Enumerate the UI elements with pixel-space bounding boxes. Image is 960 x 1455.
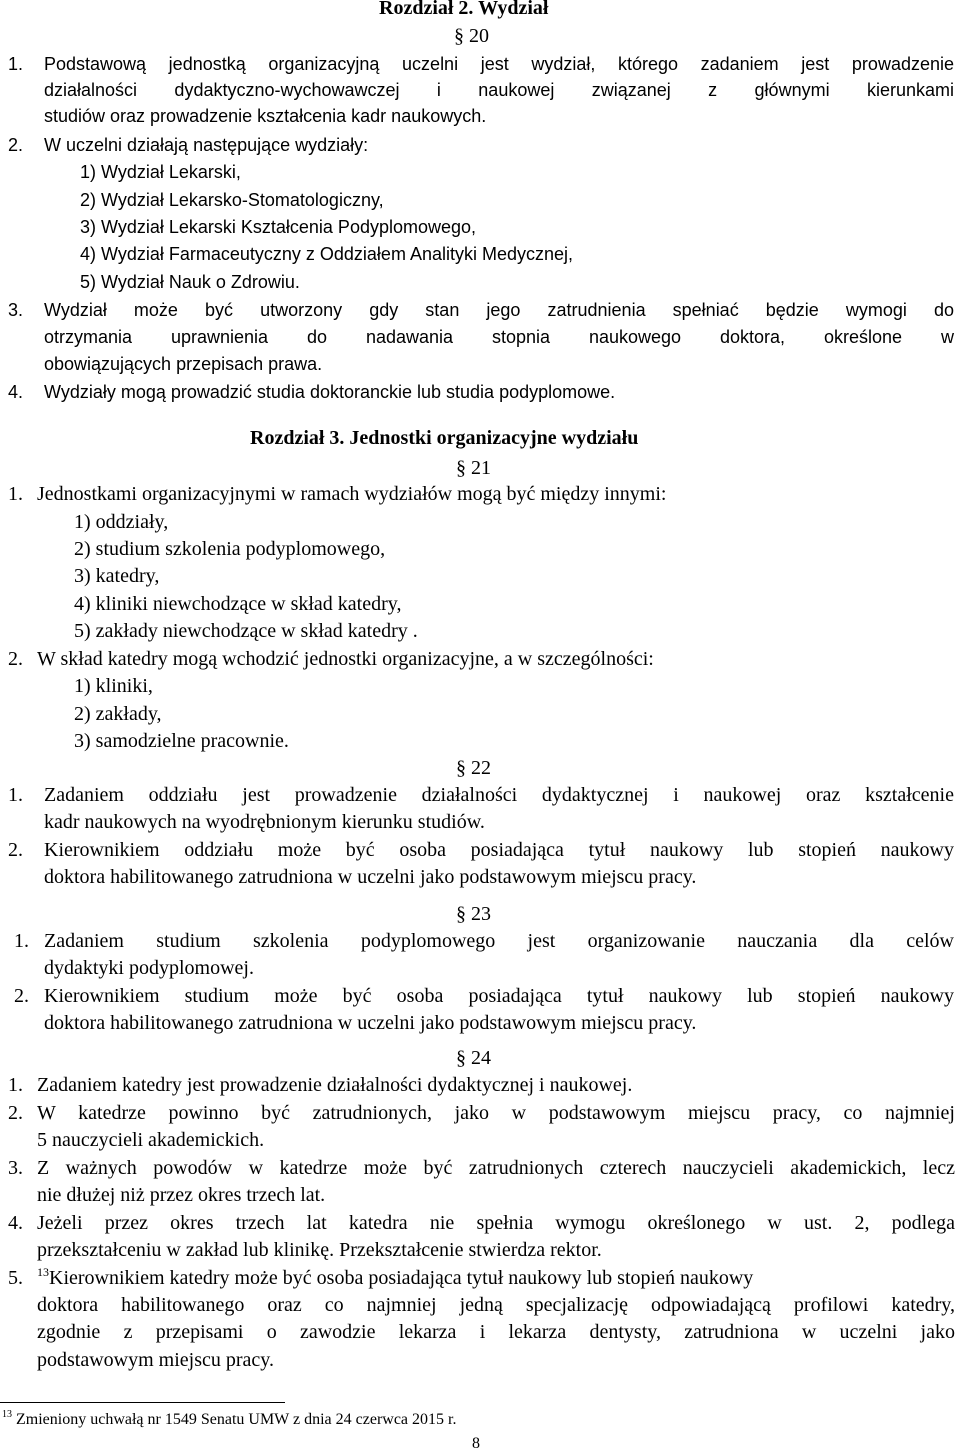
item-number: 1. [14,930,29,952]
section-24-heading: § 24 [456,1047,491,1069]
chapter-3-title: Rozdział 3. Jednostki organizacyjne wydziału [250,427,639,449]
item-number: 1. [8,54,24,74]
item-number: 2. [14,985,29,1007]
section-22-heading: § 22 [456,757,491,779]
paragraph-line: Jeżeli przez okres trzech lat katedra nie spełnia wymogu określonego w ust. 2, podlega [37,1212,955,1234]
paragraph-line: Zadaniem studium szkolenia podyplomowego jest organizowanie nauczania dla celów [44,930,954,952]
paragraph-line: W uczelni działają następujące wydziały: [44,135,369,155]
section-20-heading: § 20 [454,25,489,47]
item-number: 4. [8,382,24,402]
paragraph-line: Zadaniem katedry jest prowadzenie działalności dydaktycznej i naukowej. [37,1074,633,1096]
list-item: 5) zakłady niewchodzące w skład katedry . [74,620,418,642]
paragraph-line: Jednostkami organizacyjnymi w ramach wydziałów mogą być między innymi: [37,483,667,505]
list-item: 2) zakłady, [74,703,162,725]
list-item: 3) samodzielne pracownie. [74,730,289,752]
item-number: 2. [8,839,23,861]
list-item: 4) kliniki niewchodzące w skład katedry, [74,593,402,615]
paragraph-line: doktora habilitowanego zatrudniona w uczelni jako podstawowym miejscu pracy. [44,866,697,888]
list-item: 1) kliniki, [74,675,153,697]
item-number: 5. [8,1267,23,1289]
paragraph-line: W skład katedry mogą wchodzić jednostki organizacyjne, a w szczególności: [37,648,654,670]
paragraph-line: działalności dydaktyczno-wychowawczej i naukowej związanej z głównymi kierunkami [44,80,954,100]
paragraph-line: Wydział może być utworzony gdy stan jego zatrudnienia spełniać będzie wymogi do [44,300,954,320]
paragraph-line: doktora habilitowanego zatrudniona w uczelni jako podstawowym miejscu pracy. [44,1012,697,1034]
page-number: 8 [472,1435,480,1452]
list-item: 3) Wydział Lekarski Kształcenia Podyplomowego, [80,217,477,237]
paragraph-line: studiów oraz prowadzenie kształcenia kadr naukowych. [44,106,487,126]
paragraph-line: Zadaniem oddziału jest prowadzenie działalności dydaktycznej i naukowej oraz kształcenie [44,784,954,806]
footnote-ref: $^{13}$Kierownikiem katedry może być osoba posiadająca tytuł naukowy lub stopień naukowy [37,1265,754,1289]
list-item: 1) Wydział Lekarski, [80,162,241,182]
item-number: 2. [8,135,24,155]
paragraph-line: Z ważnych powodów w katedrze może być zatrudnionych czterech nauczycieli akademickich, lecz [37,1157,955,1179]
footnote: $^{13}$ Zmieniony uchwałą nr 1549 Senatu UMW z dnia 24 czerwca 2015 r. [2,1409,457,1428]
paragraph-line: dydaktyki podyplomowej. [44,957,254,979]
paragraph-line: podstawowym miejscu pracy. [37,1349,274,1371]
item-number: 2. [8,1102,23,1124]
paragraph-line [37,1266,955,1290]
paragraph-line: 5 nauczycieli akademickich. [37,1129,265,1151]
item-number: 3. [8,300,24,320]
paragraph-line: obowiązujących przepisach prawa. [44,354,323,374]
item-number: 1. [8,784,23,806]
list-item: 2) Wydział Lekarsko-Stomatologiczny, [80,190,384,210]
item-number: 1. [8,483,23,505]
paragraph-line: Wydziały mogą prowadzić studia doktoranckie lub studia podyplomowe. [44,382,616,402]
item-number: 3. [8,1157,23,1179]
list-item: 4) Wydział Farmaceutyczny z Oddziałem Analityki Medycznej, [80,244,574,264]
list-item: 2) studium szkolenia podyplomowego, [74,538,386,560]
paragraph-line: nie dłużej niż przez okres trzech lat. [37,1184,326,1206]
chapter-2-title: Rozdział 2. Wydział [379,0,549,19]
list-item: 1) oddziały, [74,511,169,533]
paragraph-line: kadr naukowych na wyodrębnionym kierunku studiów. [44,811,485,833]
item-number: 4. [8,1212,23,1234]
item-number: 1. [8,1074,23,1096]
list-item: 5) Wydział Nauk o Zdrowiu. [80,272,300,292]
section-21-heading: § 21 [456,457,491,479]
section-23-heading: § 23 [456,903,491,925]
paragraph-line: otrzymania uprawnienia do nadawania stopnia naukowego doktora, określone w [44,327,954,347]
item-number: 2. [8,648,23,670]
paragraph-line: doktora habilitowanego oraz co najmniej jedną specjalizację odpowiadającą profilowi katedry, [37,1294,955,1316]
paragraph-line: W katedrze powinno być zatrudnionych, jako w podstawowym miejscu pracy, co najmniej [37,1102,955,1124]
paragraph-line: przekształceniu w zakład lub klinikę. Przekształcenie stwierdza rektor. [37,1239,602,1261]
paragraph-line: Kierownikiem studium może być osoba posiadająca tytuł naukowy lub stopień naukowy [44,985,954,1007]
paragraph-line: Podstawową jednostką organizacyjną uczelni jest wydział, którego zadaniem jest prowadzenie [44,54,954,74]
paragraph-line: Kierownikiem oddziału może być osoba posiadająca tytuł naukowy lub stopień naukowy [44,839,954,861]
paragraph-line: zgodnie z przepisami o zawodzie lekarza i lekarza dentysty, zatrudniona w uczelni jako [37,1321,955,1343]
footnote-rule [0,1402,285,1403]
list-item: 3) katedry, [74,565,160,587]
